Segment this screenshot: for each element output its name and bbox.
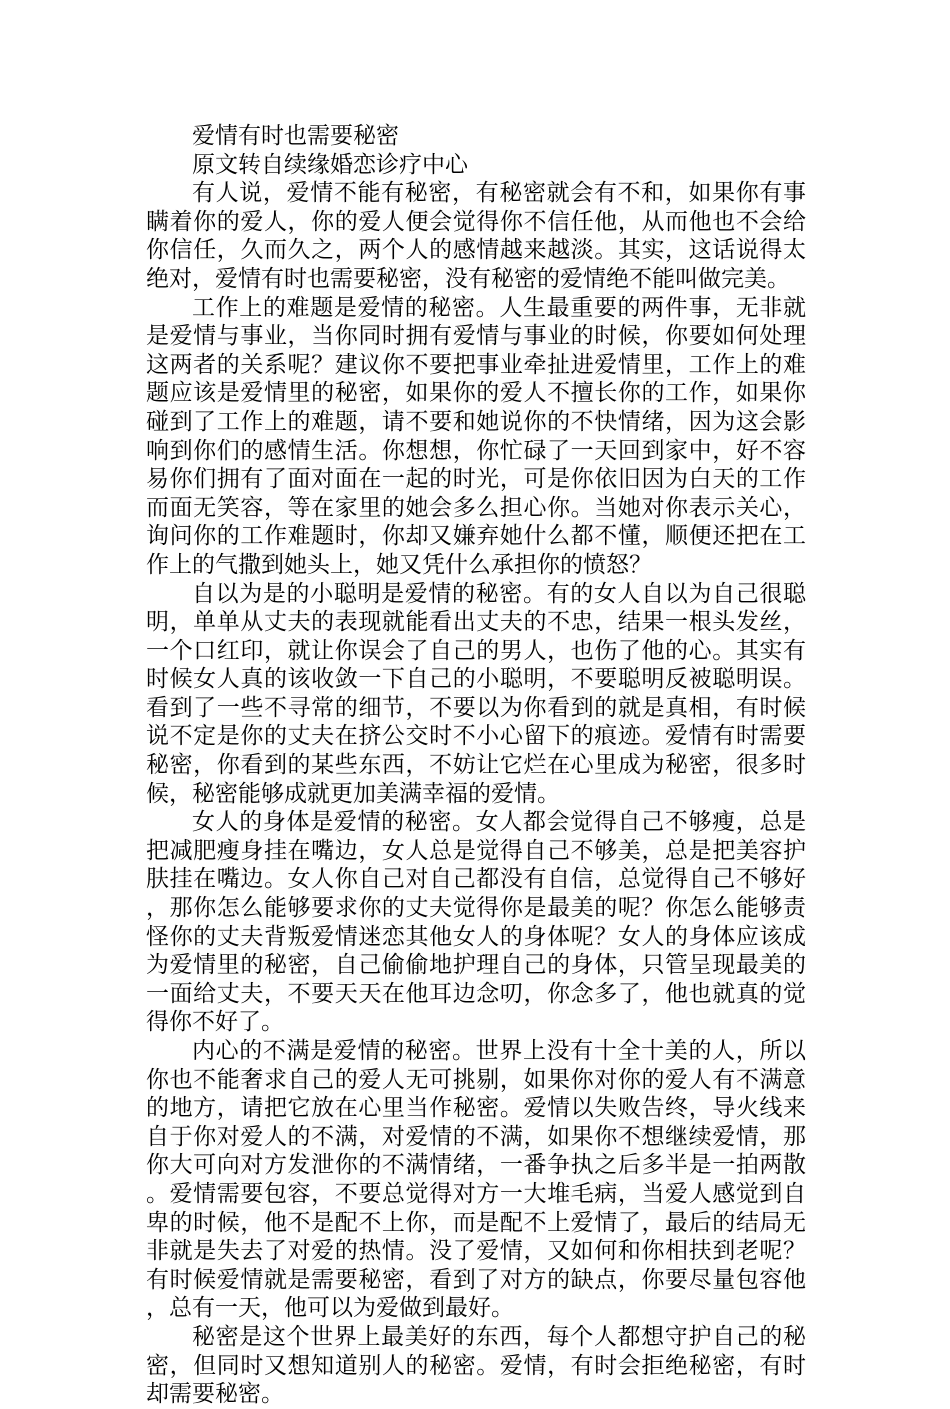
- article-source: 原文转自续缘婚恋诊疗中心: [192, 151, 468, 178]
- paragraph: 秘密是这个世界上最美好的东西，每个人都想守护自己的秘密，但同时又想知道别人的秘密。爱情，有时会拒绝秘密，有时却需要秘密。: [146, 1323, 806, 1408]
- paragraph: 工作上的难题是爱情的秘密。人生最重要的两件事，无非就是爱情与事业，当你同时拥有爱情与事业的时候，你要如何处理这两者的关系呢？建议你不要把事业牵扯进爱情里，工作上的难题应该是爱情里的秘密，如果你的爱人不擅长你的工作，如果你碰到了工作上的难题，请不要和她说你的不快情绪，因为这会影响到你们的感情生活。你想想，你忙碌了一天回到家中，好不容易你们拥有了面对面在一起的时光，可是你依旧因为白天的工作而面无笑容，等在家里的她会多么担心你。当她对你表示关心，询问你的工作难题时，你却又嫌弃她什么都不懂，顺便还把在工作上的气撒到她头上，她又凭什么承担你的愤怒？: [146, 294, 806, 578]
- paragraph: 有人说，爱情不能有秘密，有秘密就会有不和，如果你有事瞒着你的爱人，你的爱人便会觉得你不信任他，从而他也不会给你信任，久而久之，两个人的感情越来越淡。其实，这话说得太绝对，爱情有时也需要秘密，没有秘密的爱情绝不能叫做完美。: [146, 180, 806, 292]
- paragraph: 女人的身体是爱情的秘密。女人都会觉得自己不够瘦，总是把减肥瘦身挂在嘴边，女人总是觉得自己不够美，总是把美容护肤挂在嘴边。女人你自己对自己都没有自信，总觉得自己不够好，那你怎么能够要求你的丈夫觉得你是最美的呢？你怎么能够责怪你的丈夫背叛爱情迷恋其他女人的身体呢？女人的身体应该成为爱情里的秘密，自己偷偷地护理自己的身体，只管呈现最美的一面给丈夫，不要天天在他耳边念叨，你念多了，他也就真的觉得你不好了。: [146, 809, 806, 1036]
- paragraph: 自以为是的小聪明是爱情的秘密。有的女人自以为自己很聪明，单单从丈夫的表现就能看出丈夫的不忠，结果一根头发丝，一个口红印，就让你误会了自己的男人，也伤了他的心。其实有时候女人真的该收敛一下自己的小聪明，不要聪明反被聪明误。看到了一些不寻常的细节，不要以为你看到的就是真相，有时候说不定是你的丈夫在挤公交时不小心留下的痕迹。爱情有时需要秘密，你看到的某些东西，不妨让它烂在心里成为秘密，很多时候，秘密能够成就更加美满幸福的爱情。: [146, 580, 806, 807]
- article-title: 爱情有时也需要秘密: [192, 123, 399, 149]
- paragraph: 内心的不满是爱情的秘密。世界上没有十全十美的人，所以你也不能奢求自己的爱人无可挑剔，如果你对你的爱人有不满意的地方，请把它放在心里当作秘密。爱情以失败告终，导火线来自于你对爱人的不满，对爱情的不满，如果你不想继续爱情，那你大可向对方发泄你的不满情绪，一番争执之后多半是一拍两散。爱情需要包容，不要总觉得对方一大堆毛病，当爱人感觉到自卑的时候，他不是配不上你，而是配不上爱情了，最后的结局无非就是失去了对爱的热情。没了爱情，又如何和你相扶到老呢？有时候爱情就是需要秘密，看到了对方的缺点，你要尽量包容他，总有一天，他可以为爱做到最好。: [146, 1038, 806, 1322]
- article-body: [146, 122, 806, 1409]
